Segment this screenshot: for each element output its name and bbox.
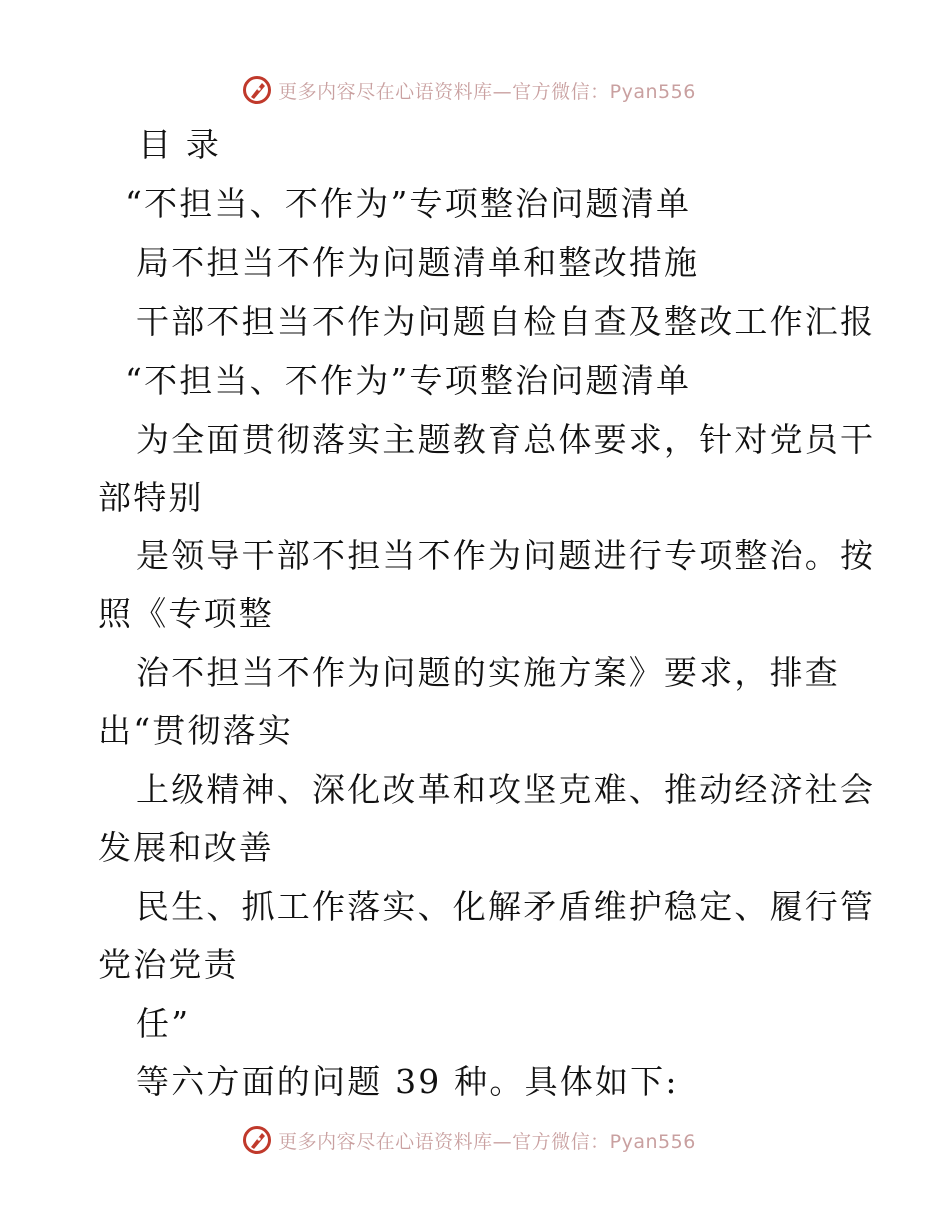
pen-nib-logo-icon bbox=[242, 1125, 272, 1155]
body-line: 是领导干部不担当不作为问题进行专项整治。按 bbox=[136, 536, 876, 575]
toc-item: 干部不担当不作为问题自检自查及整改工作汇报 bbox=[136, 302, 876, 341]
body-line: 部特别 bbox=[98, 478, 204, 517]
toc-item: 局不担当不作为问题清单和整改措施 bbox=[136, 243, 700, 282]
section-title: “不担当、不作为”专项整治问题清单 bbox=[125, 361, 692, 400]
body-line: 治不担当不作为问题的实施方案》要求，排查 bbox=[136, 653, 840, 692]
header-watermark bbox=[0, 70, 950, 110]
body-line: 等六方面的问题 39 种。具体如下: bbox=[136, 1062, 679, 1101]
watermark-text: 更多内容尽在心语资料库—官方微信：Pyan556 bbox=[278, 1130, 696, 1153]
watermark-text: 更多内容尽在心语资料库—官方微信：Pyan556 bbox=[278, 80, 696, 103]
toc-item: “不担当、不作为”专项整治问题清单 bbox=[125, 184, 692, 223]
body-line: 任” bbox=[136, 1004, 191, 1043]
body-line: 党治党责 bbox=[98, 945, 239, 984]
footer-watermark bbox=[0, 1120, 950, 1160]
pen-nib-logo-icon bbox=[242, 75, 272, 105]
body-line: 照《专项整 bbox=[98, 594, 274, 633]
body-line: 为全面贯彻落实主题教育总体要求，针对党员干 bbox=[136, 420, 876, 459]
toc-heading: 目 录 bbox=[138, 125, 222, 164]
body-line: 上级精神、深化改革和攻坚克难、推动经济社会 bbox=[136, 770, 876, 809]
body-line: 出“贯彻落实 bbox=[98, 711, 294, 750]
body-line: 民生、抓工作落实、化解矛盾维护稳定、履行管 bbox=[136, 887, 876, 926]
body-line: 发展和改善 bbox=[98, 828, 274, 867]
